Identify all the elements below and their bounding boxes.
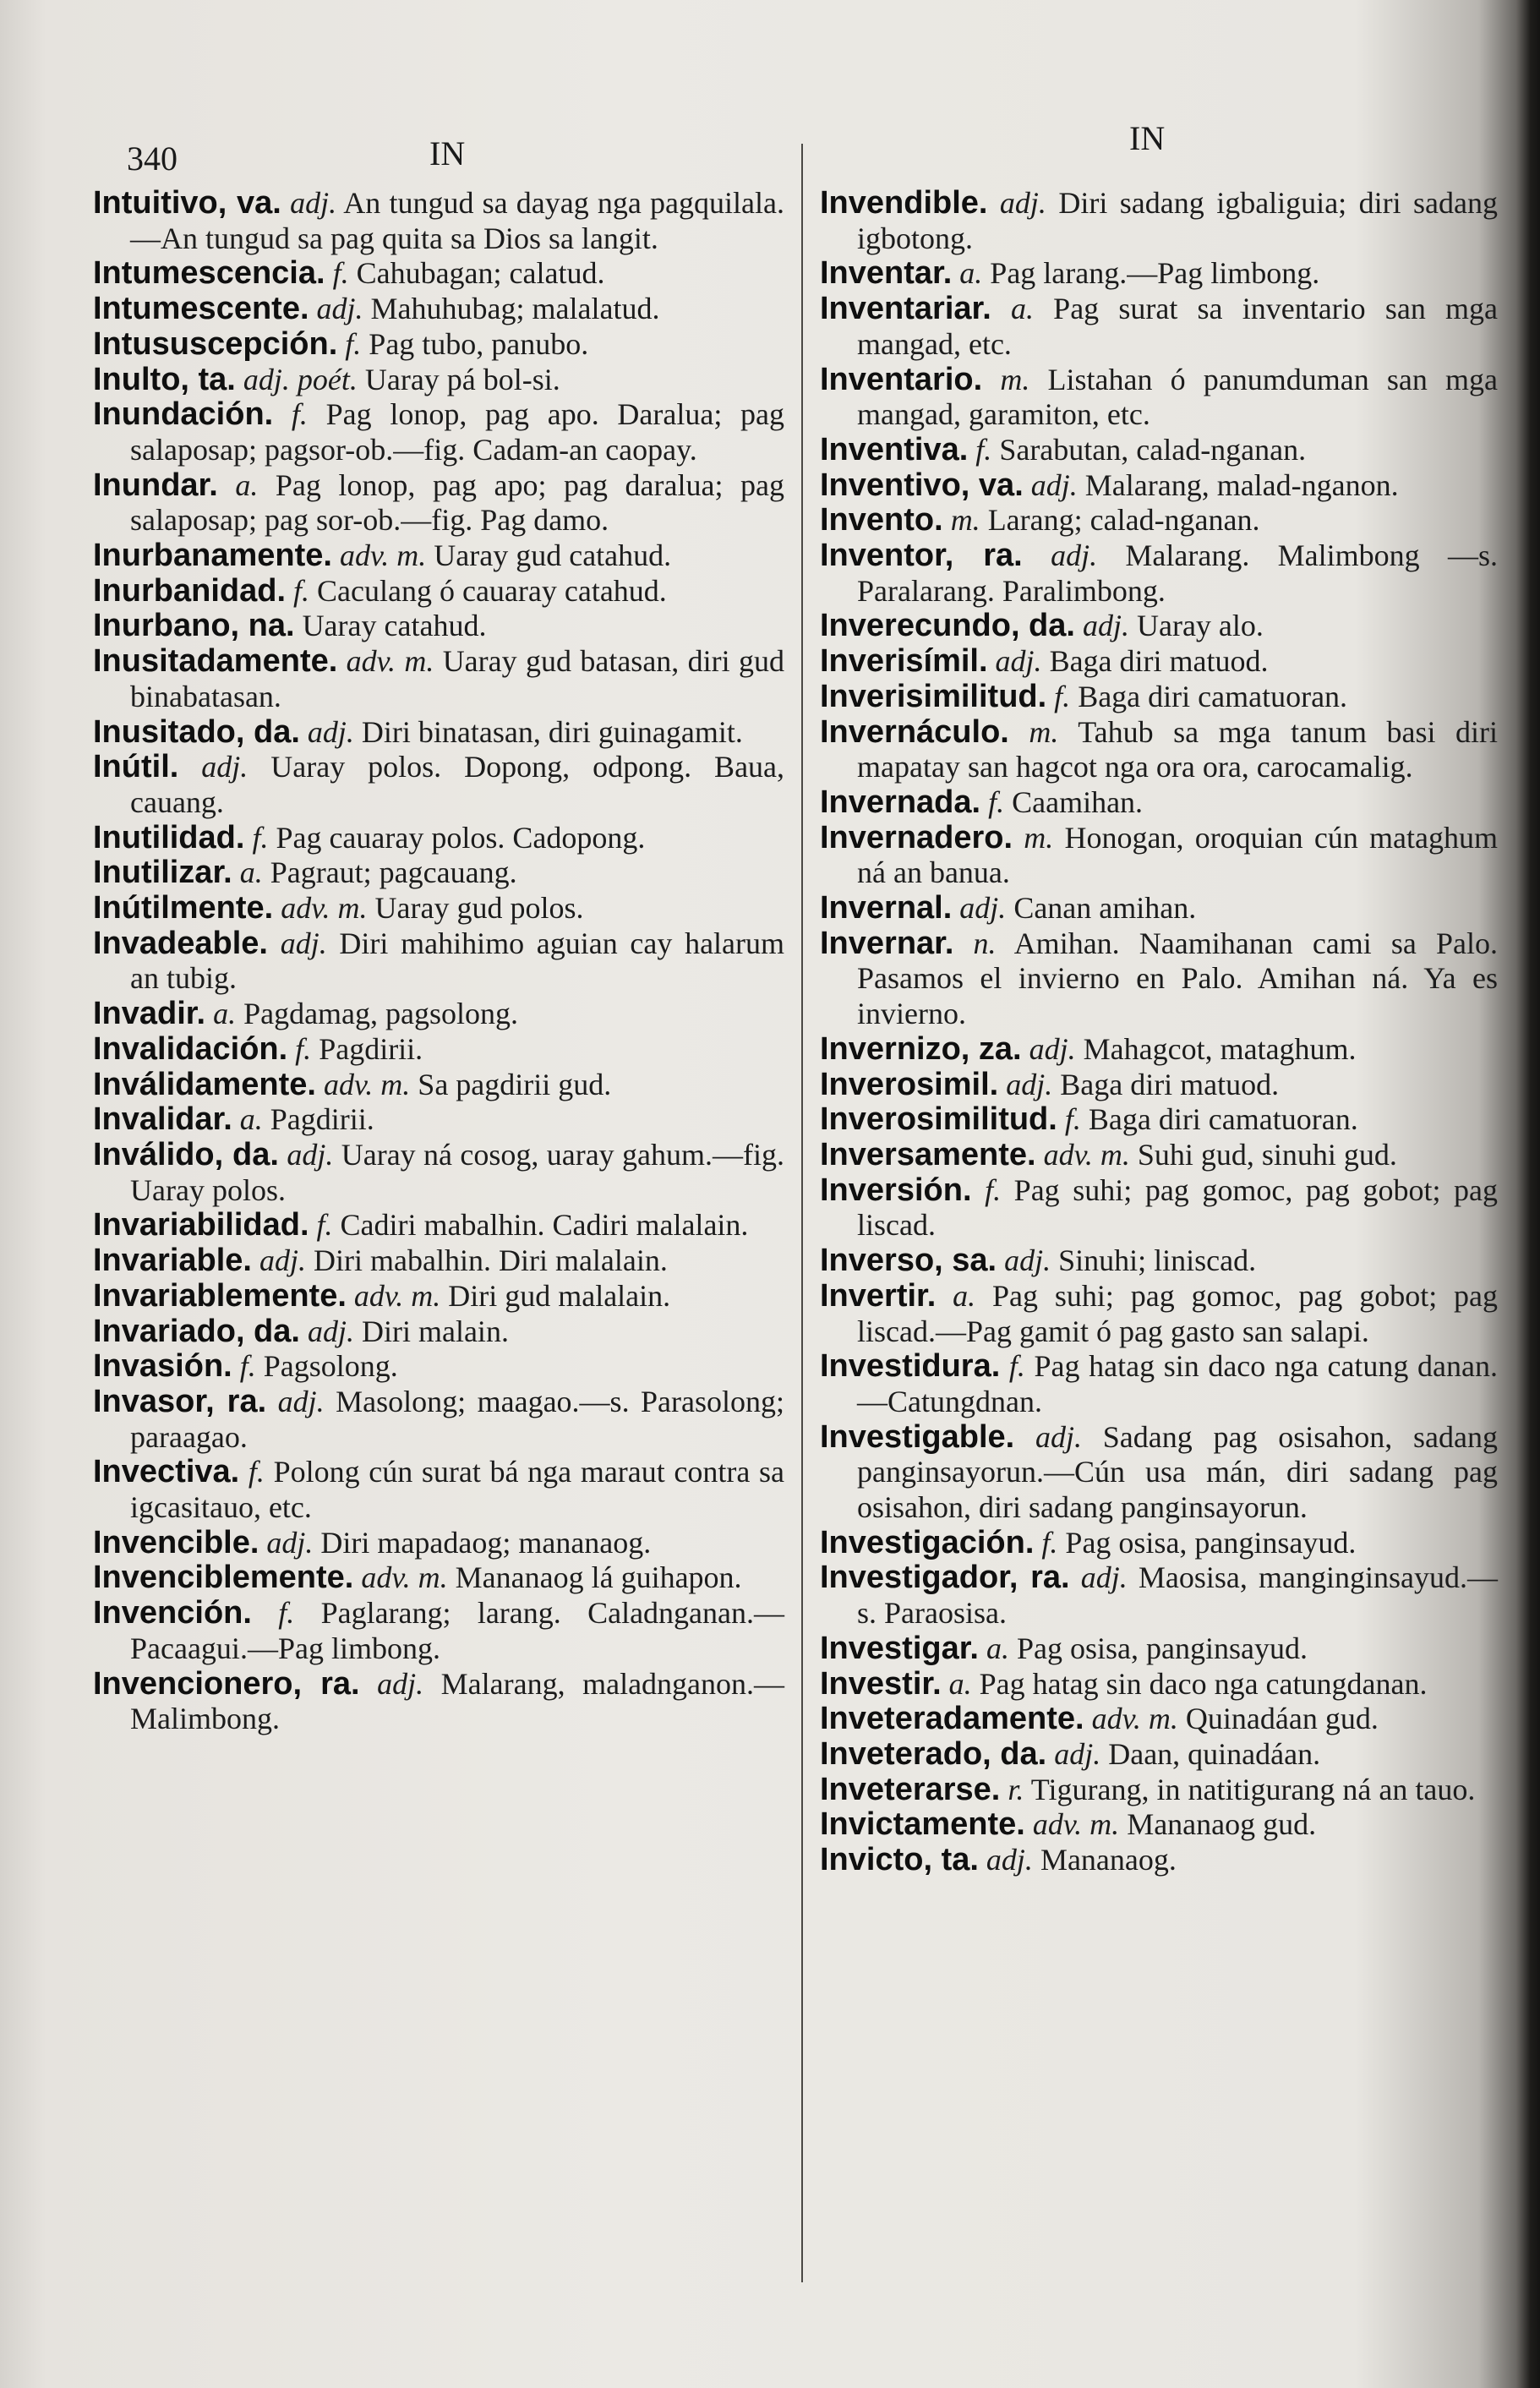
entry-definition: Masolong; maagao.—s. Parasolong; paraagao.	[130, 1384, 785, 1454]
dictionary-entry	[820, 1032, 1498, 1068]
dictionary-entry	[820, 821, 1498, 891]
dictionary-entry	[820, 1102, 1498, 1138]
dictionary-entry	[93, 538, 784, 574]
dictionary-entry	[93, 1102, 784, 1138]
entry-headword: Invalidación.	[93, 1030, 288, 1067]
entry-definition: Baga diri matuod.	[1060, 1067, 1280, 1101]
entry-part-of-speech: m.	[950, 503, 980, 538]
entry-headword: Inversión.	[820, 1172, 972, 1208]
dictionary-entry	[93, 609, 784, 644]
entry-definition: Pag tubo, panubo.	[369, 326, 589, 361]
dictionary-entry	[820, 680, 1498, 715]
entry-part-of-speech: f.	[1008, 1349, 1025, 1384]
dictionary-entry	[820, 1843, 1498, 1878]
entry-definition: Pag hatag sin daco nga catungdanan.	[979, 1666, 1428, 1701]
entry-part-of-speech: adv. m.	[361, 1560, 448, 1595]
page-number: 340	[127, 139, 177, 178]
entry-headword: Inverosimilitud.	[820, 1101, 1057, 1138]
entry-part-of-speech: adj.	[1035, 1419, 1082, 1454]
entry-part-of-speech: adj.	[266, 1525, 314, 1560]
entry-part-of-speech: adj.	[1054, 1736, 1101, 1771]
entry-definition: Baga diri camatuoran.	[1078, 679, 1348, 713]
dictionary-entry	[820, 715, 1498, 785]
entry-definition: Cahubagan; calatud.	[356, 256, 605, 291]
entry-headword: Inulto, ta.	[93, 361, 236, 397]
entry-headword: Inusitadamente.	[93, 643, 338, 680]
entry-headword: Inventar.	[820, 255, 953, 292]
entry-definition: Pag cauaray polos. Cadopong.	[276, 820, 646, 855]
entry-part-of-speech: f.	[293, 573, 310, 608]
entry-definition: Sarabutan, calad-nganan.	[999, 432, 1307, 467]
dictionary-entry	[820, 1138, 1498, 1173]
dictionary-entry	[820, 609, 1498, 644]
dictionary-entry	[820, 1068, 1498, 1103]
entry-part-of-speech: f.	[332, 256, 349, 291]
entry-part-of-speech: adv. m.	[281, 891, 368, 926]
entry-headword: Inventariar.	[820, 291, 991, 327]
entry-part-of-speech: f.	[975, 432, 992, 467]
entry-headword: Inutilidad.	[93, 819, 245, 855]
entry-part-of-speech: adj.	[1029, 1031, 1076, 1066]
entry-part-of-speech: adj.	[1082, 609, 1129, 643]
entry-part-of-speech: a.	[948, 1666, 972, 1701]
dictionary-entry	[820, 1243, 1498, 1279]
entry-headword: Inutilizar.	[93, 855, 232, 891]
entry-headword: Inveterarse.	[820, 1771, 1001, 1807]
entry-headword: Inundar.	[93, 467, 218, 503]
entry-part-of-speech: adj.	[277, 1384, 325, 1418]
dictionary-entry	[93, 821, 784, 856]
dictionary-entry	[820, 1631, 1498, 1667]
dictionary-entry	[820, 1526, 1498, 1561]
entry-headword: Inveteradamente.	[820, 1701, 1084, 1737]
entry-definition: Uaray polos. Dopong, odpong. Baua, cauang.	[130, 750, 785, 819]
entry-definition: Diri mapadaog; mananaog.	[320, 1525, 652, 1560]
dictionary-entry	[820, 468, 1498, 504]
entry-definition: Baga diri matuod.	[1049, 644, 1269, 679]
entry-definition: Quinadáan gud.	[1185, 1702, 1379, 1736]
entry-definition: Mananaog lá guihapon.	[455, 1560, 742, 1595]
entry-definition: Uaray gud batasan, diri gud binabatasan.	[130, 644, 784, 713]
entry-definition: Listahan ó panumduman san mga mangad, garamiton, etc.	[857, 362, 1499, 432]
entry-headword: Invadir.	[93, 996, 206, 1032]
entry-definition: Caculang ó cauaray catahud.	[317, 573, 667, 608]
entry-part-of-speech: f.	[985, 1172, 1002, 1207]
entry-definition: Canan amihan.	[1013, 891, 1197, 926]
entry-headword: Inurbanidad.	[93, 572, 286, 609]
entry-definition: Uaray pá bol-si.	[364, 362, 560, 396]
entry-headword: Investir.	[820, 1665, 942, 1702]
entry-definition: Tahub sa mga tanum basi diri mapatay san hagcot nga ora ora, carocamalig.	[857, 714, 1499, 784]
entry-definition: Baga diri camatuoran.	[1088, 1102, 1358, 1137]
dictionary-entry	[820, 256, 1498, 292]
entry-part-of-speech: adj. poét.	[243, 362, 358, 396]
entry-headword: Inverso, sa.	[820, 1243, 997, 1279]
dictionary-entry	[93, 186, 784, 256]
entry-definition: Mananaog gud.	[1127, 1807, 1317, 1842]
entry-headword: Inverecundo, da.	[820, 608, 1075, 644]
dictionary-entry	[93, 855, 784, 891]
entry-definition: Pag larang.—Pag limbong.	[990, 256, 1320, 291]
entry-definition: An tungud sa dayag nga pagquilala.—An tungud sa pag quita sa Dios sa langit.	[130, 186, 784, 255]
entry-headword: Invernáculo.	[820, 713, 1009, 750]
dictionary-entry	[93, 644, 784, 714]
dictionary-entry	[820, 1420, 1498, 1526]
entry-headword: Inveterado, da.	[820, 1735, 1047, 1772]
entry-part-of-speech: a.	[1010, 292, 1034, 326]
dictionary-entry	[93, 1314, 784, 1350]
entry-definition: Suhi gud, sinuhi gud.	[1137, 1137, 1397, 1172]
entry-part-of-speech: m.	[1000, 362, 1030, 396]
entry-headword: Inventiva.	[820, 431, 969, 467]
entry-headword: Investigación.	[820, 1524, 1035, 1560]
dictionary-entry	[93, 1667, 784, 1737]
entry-part-of-speech: adj.	[995, 644, 1042, 679]
entry-part-of-speech: a.	[986, 1631, 1009, 1665]
entry-definition: Uaray ná cosog, uaray gahum.—fig. Uaray polos.	[130, 1137, 785, 1207]
entry-part-of-speech: f.	[252, 820, 269, 855]
entry-headword: Invariabilidad.	[93, 1207, 309, 1243]
entry-part-of-speech: adj.	[959, 891, 1007, 926]
entry-part-of-speech: f.	[316, 1208, 333, 1243]
entry-part-of-speech: adj.	[316, 292, 363, 326]
entry-part-of-speech: adj.	[287, 1137, 334, 1172]
dictionary-entry	[93, 468, 784, 538]
entry-headword: Invencible.	[93, 1524, 259, 1560]
entry-part-of-speech: adv. m.	[1091, 1702, 1178, 1736]
entry-definition: Pag osisa, panginsayud.	[1065, 1525, 1357, 1560]
dictionary-entry	[93, 750, 784, 820]
entry-definition: Pagdamag, pagsolong.	[243, 997, 519, 1031]
entry-headword: Invadeable.	[93, 925, 268, 961]
dictionary-entry	[93, 363, 784, 398]
dictionary-entry	[820, 1173, 1498, 1243]
entry-definition: Pag surat sa inventario san mga mangad, etc.	[857, 292, 1499, 361]
entry-headword: Intuitivo, va.	[93, 185, 281, 221]
entry-part-of-speech: f.	[248, 1455, 265, 1489]
entry-definition: Honogan, oroquian cún mataghum ná an banua.	[857, 820, 1499, 890]
entry-headword: Invernal.	[820, 890, 953, 926]
entry-definition: Pagdirii.	[319, 1031, 423, 1066]
entry-part-of-speech: f.	[345, 326, 362, 361]
dictionary-entry	[93, 1385, 784, 1455]
entry-part-of-speech: adj.	[1006, 1067, 1053, 1101]
entry-headword: Inútil.	[93, 749, 179, 785]
entry-headword: Inventario.	[820, 361, 983, 397]
entry-part-of-speech: f.	[1064, 1102, 1081, 1137]
entry-definition: Diri mahihimo aguian cay halarum an tubig.	[130, 926, 785, 996]
dictionary-entry	[820, 503, 1498, 538]
entry-part-of-speech: adj.	[1004, 1243, 1051, 1278]
entry-headword: Inútilmente.	[93, 890, 274, 926]
entry-headword: Inválidamente.	[93, 1066, 316, 1102]
dictionary-entry	[820, 1807, 1498, 1843]
page-edge-shadow	[1516, 0, 1540, 2388]
page-header	[0, 119, 1540, 184]
entry-headword: Investigar.	[820, 1630, 979, 1666]
dictionary-entry	[820, 926, 1498, 1032]
entry-definition: Diri malain.	[361, 1314, 509, 1348]
entry-definition: Tigurang, in natitigurang ná an tauo.	[1030, 1772, 1476, 1806]
entry-part-of-speech: f.	[291, 397, 308, 432]
entry-headword: Invalidar.	[93, 1101, 232, 1138]
running-head-right: IN	[1129, 119, 1166, 157]
entry-headword: Inurbanamente.	[93, 538, 332, 574]
dictionary-entry	[93, 1138, 784, 1208]
dictionary-entry	[820, 1737, 1498, 1773]
entry-headword: Invariablemente.	[93, 1277, 347, 1314]
entry-headword: Invariable.	[93, 1243, 252, 1279]
dictionary-entry	[93, 574, 784, 609]
entry-definition: Diri mabalhin. Diri malalain.	[314, 1243, 668, 1278]
entry-headword: Inventivo, va.	[820, 467, 1024, 503]
dictionary-entry	[820, 1667, 1498, 1702]
dictionary-entry	[93, 891, 784, 926]
entry-definition: Paglarang; larang. Caladnganan.—Pacaagui.—Pag limbong.	[130, 1596, 785, 1665]
dictionary-entry	[93, 1526, 784, 1561]
entry-headword: Invendible.	[820, 185, 988, 221]
dictionary-entry	[820, 891, 1498, 926]
dictionary-entry	[820, 644, 1498, 680]
entry-part-of-speech: adj.	[1030, 467, 1078, 502]
entry-headword: Invenciblemente.	[93, 1560, 354, 1596]
dictionary-entry	[820, 1560, 1498, 1631]
entry-headword: Invictamente.	[820, 1806, 1025, 1843]
entry-headword: Investigable.	[820, 1418, 1015, 1455]
entry-definition: Polong cún surat bá nga maraut contra sa igcasitauo, etc.	[130, 1455, 785, 1525]
entry-headword: Inverisímil.	[820, 643, 988, 680]
entry-headword: Invariado, da.	[93, 1313, 300, 1349]
entry-definition: Pag osisa, panginsayud.	[1016, 1631, 1308, 1665]
entry-definition: Uaray gud polos.	[374, 891, 584, 926]
entry-definition: Amihan. Naamihanan cami sa Palo. Pasamos el invierno en Palo. Amihan ná. Ya es invierno.	[857, 926, 1499, 1031]
entry-part-of-speech: f.	[295, 1031, 312, 1066]
dictionary-entry	[820, 363, 1498, 433]
entry-definition: Pagraut; pagcauang.	[270, 855, 517, 890]
entry-headword: Invento.	[820, 502, 943, 538]
entry-headword: Invasión.	[93, 1348, 232, 1385]
dictionary-entry	[93, 1243, 784, 1279]
dictionary-entry	[820, 538, 1498, 609]
entry-headword: Invertir.	[820, 1277, 937, 1314]
entry-part-of-speech: adj.	[290, 186, 337, 220]
entry-definition: Mananaog.	[1040, 1843, 1177, 1877]
entry-part-of-speech: adv. m.	[353, 1278, 441, 1313]
entry-definition: Malarang. Malimbong —s. Paralarang. Paralimbong.	[857, 538, 1498, 608]
entry-part-of-speech: adj.	[307, 1314, 354, 1348]
dictionary-entry	[93, 256, 784, 292]
entry-definition: Pagdirii.	[270, 1102, 374, 1137]
entry-part-of-speech: adj.	[259, 1243, 306, 1278]
entry-part-of-speech: f.	[988, 784, 1005, 819]
dictionary-entry	[93, 1455, 784, 1525]
dictionary-entry	[93, 997, 784, 1032]
right-column	[820, 186, 1498, 1878]
entry-definition: Mahuhubag; malalatud.	[370, 292, 660, 326]
entry-part-of-speech: adj.	[201, 750, 248, 784]
dictionary-entry	[820, 1773, 1498, 1808]
entry-definition: Malarang, malad-nganon.	[1084, 467, 1399, 502]
left-column	[93, 186, 784, 1737]
entry-part-of-speech: r.	[1008, 1772, 1024, 1806]
entry-definition: Larang; calad-nganan.	[987, 503, 1260, 538]
entry-part-of-speech: a.	[235, 467, 259, 502]
entry-headword: Inverisimilitud.	[820, 678, 1047, 714]
entry-headword: Invernizo, za.	[820, 1030, 1022, 1067]
entry-headword: Inválido, da.	[93, 1136, 279, 1172]
entry-part-of-speech: adj.	[1080, 1560, 1128, 1595]
dictionary-entry	[820, 1702, 1498, 1737]
entry-headword: Invicto, ta.	[820, 1842, 979, 1878]
dictionary-entry	[93, 1068, 784, 1103]
dictionary-entry	[93, 1349, 784, 1385]
dictionary-entry	[820, 292, 1498, 362]
entry-definition: Sadang pag osisahon, sadang panginsayorun.—Cún usa mán, diri sadang pag osisahon, diri sadang panginsayorun.	[857, 1419, 1499, 1525]
entry-part-of-speech: adj.	[280, 926, 327, 960]
entry-headword: Inusitado, da.	[93, 713, 300, 750]
entry-part-of-speech: adj.	[377, 1666, 424, 1701]
entry-headword: Inventor, ra.	[820, 538, 1023, 574]
entry-definition: Caamihan.	[1012, 784, 1144, 819]
entry-part-of-speech: adv. m.	[1043, 1137, 1130, 1172]
entry-definition: Daan, quinadáan.	[1108, 1736, 1321, 1771]
entry-part-of-speech: adj.	[1051, 538, 1098, 573]
entry-part-of-speech: adj.	[986, 1843, 1033, 1877]
entry-headword: Investigador, ra.	[820, 1560, 1070, 1596]
entry-definition: Sinuhi; liniscad.	[1058, 1243, 1257, 1278]
entry-definition: Pag suhi; pag gomoc, pag gobot; pag liscad.	[857, 1172, 1499, 1243]
entry-part-of-speech: f.	[1041, 1525, 1058, 1560]
entry-part-of-speech: a.	[239, 855, 263, 890]
entry-headword: Inundación.	[93, 396, 274, 433]
dictionary-entry	[820, 1279, 1498, 1349]
entry-part-of-speech: a.	[213, 997, 237, 1031]
entry-definition: Maosisa, manginginsayud.—s. Paraosisa.	[857, 1560, 1498, 1631]
entry-part-of-speech: a.	[239, 1102, 263, 1137]
dictionary-entry	[93, 1279, 784, 1314]
column-divider	[801, 144, 803, 2282]
entry-definition: Cadiri mabalhin. Cadiri malalain.	[340, 1208, 749, 1243]
entry-definition: Diri sadang igbaliguia; diri sadang igbotong.	[857, 186, 1498, 255]
entry-headword: Invectiva.	[93, 1454, 240, 1490]
entry-definition: Diri gud malalain.	[448, 1278, 671, 1313]
entry-headword: Invencionero, ra.	[93, 1665, 360, 1702]
entry-definition: Pag suhi; pag gomoc, pag gobot; pag liscad.—Pag gamit ó pag gasto san salapi.	[857, 1278, 1499, 1348]
entry-definition: Diri binatasan, diri guinagamit.	[361, 714, 743, 749]
running-head-left: IN	[429, 134, 466, 172]
dictionary-entry	[93, 292, 784, 327]
entry-definition: Malarang, maladnganon.—Malimbong.	[130, 1666, 785, 1736]
entry-definition: Pag hatag sin daco nga catung danan.—Catungdnan.	[857, 1349, 1498, 1418]
entry-part-of-speech: adj.	[307, 714, 354, 749]
entry-definition: Pagsolong.	[263, 1349, 398, 1384]
dictionary-entry	[820, 433, 1498, 468]
entry-part-of-speech: adv. m.	[1032, 1807, 1120, 1842]
entry-headword: Intumescente.	[93, 291, 309, 327]
entry-definition: Uaray gud catahud.	[434, 538, 672, 573]
entry-definition: Pag lonop, pag apo. Daralua; pag salaposap; pagsor-ob.—fig. Cadam-an caopay.	[130, 397, 784, 467]
dictionary-entry	[93, 397, 784, 467]
entry-headword: Inurbano, na.	[93, 608, 295, 644]
entry-part-of-speech: adv. m.	[339, 538, 427, 573]
entry-part-of-speech: f.	[278, 1596, 295, 1631]
entry-part-of-speech: a.	[953, 1278, 976, 1313]
entry-definition: Uaray alo.	[1136, 609, 1264, 643]
entry-headword: Invernar.	[820, 925, 954, 961]
entry-part-of-speech: adv. m.	[323, 1067, 411, 1101]
entry-headword: Inverosimil.	[820, 1066, 999, 1102]
entry-part-of-speech: a.	[959, 256, 983, 291]
dictionary-entry	[820, 186, 1498, 256]
entry-part-of-speech: m.	[1029, 714, 1059, 749]
entry-part-of-speech: adv. m.	[346, 644, 434, 679]
entry-part-of-speech: f.	[239, 1349, 256, 1384]
entry-definition: Sa pagdirii gud.	[418, 1067, 612, 1101]
entry-headword: Invención.	[93, 1595, 252, 1631]
dictionary-entry	[820, 1349, 1498, 1419]
entry-part-of-speech: n.	[973, 926, 997, 960]
dictionary-entry	[820, 785, 1498, 821]
entry-headword: Invasor, ra.	[93, 1383, 267, 1419]
entry-definition: Pag lonop, pag apo; pag daralua; pag salaposap; pag sor-ob.—fig. Pag damo.	[130, 467, 784, 538]
entry-part-of-speech: adj.	[999, 186, 1046, 220]
dictionary-entry	[93, 715, 784, 751]
entry-definition: Mahagcot, mataghum.	[1083, 1031, 1357, 1066]
dictionary-entry	[93, 1560, 784, 1596]
entry-headword: Inversamente.	[820, 1136, 1036, 1172]
dictionary-entry	[93, 327, 784, 363]
dictionary-entry	[93, 1596, 784, 1666]
entry-headword: Intususcepción.	[93, 325, 338, 362]
dictionary-entry	[93, 1032, 784, 1068]
entry-headword: Investidura.	[820, 1348, 1001, 1385]
dictionary-entry	[93, 926, 784, 997]
dictionary-entry	[93, 1208, 784, 1243]
entry-headword: Invernadero.	[820, 819, 1013, 855]
entry-part-of-speech: m.	[1024, 820, 1054, 855]
entry-definition: Uaray catahud.	[302, 609, 487, 643]
entry-headword: Invernada.	[820, 784, 981, 820]
entry-part-of-speech: f.	[1054, 679, 1071, 713]
entry-headword: Intumescencia.	[93, 255, 325, 292]
